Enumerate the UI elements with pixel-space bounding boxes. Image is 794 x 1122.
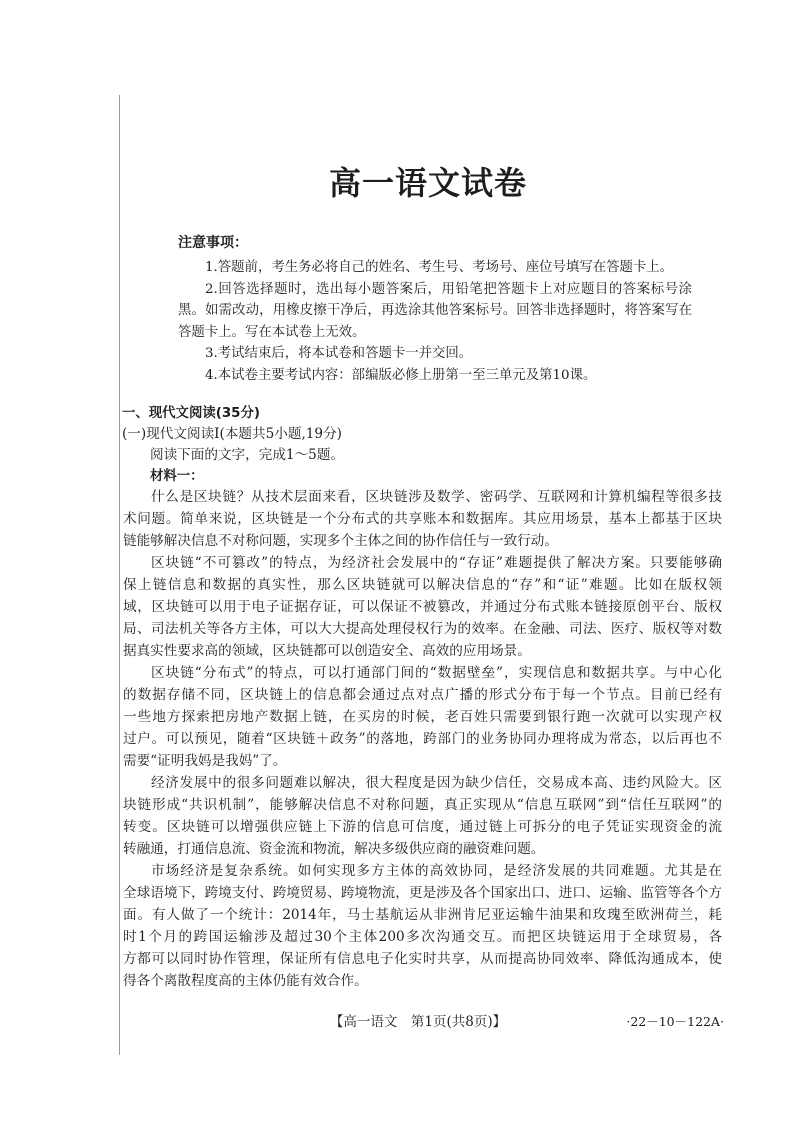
notice-item-3: 3.考试结束后，将本试卷和答题卡一并交回。 [205,346,473,361]
passage-line: 局、司法机关等各方主体，可以大大提高处理侵权行为的效率。在金融、司法、医疗、版权等对数 [123,621,722,637]
passage-line: 区块链“不可篡改”的特点，为经济社会发展中的“存证”难题提供了解决方案。只要能够确 [151,555,722,571]
passage-line: 过户。可以预见，随着“区块链＋政务”的落地，跨部门的业务协同办理将成为常态，以后再也不 [123,731,722,747]
passage-line: 时1个月的跨国运输涉及超过30个主体200多次沟通交互。而把区块链运用于全球贸易，各 [123,929,722,945]
passage-line: 域，区块链可以用于电子证据存证，可以保证不被篡改，并通过分布式账本链接原创平台、版权 [123,599,722,615]
passage-paragraph [123,662,722,772]
section-instruction: 阅读下面的文字，完成1～5题。 [150,447,345,463]
passage-line: 转融通，打通信息流、资金流和物流，解决多级供应商的融资难问题。 [123,841,545,857]
exam-title: 高一语文试卷 [328,164,527,202]
binding-margin-line [119,95,120,1055]
passage-paragraph [123,552,722,662]
notice-item-2-line: 黑。如需改动，用橡皮擦干净后，再选涂其他答案标号。回答非选择题时，将答案写在 [178,303,692,318]
notice-heading: 注意事项： [178,235,248,251]
section-heading: 一、现代文阅读(35分) [122,406,260,421]
passage-line: 区块链“分布式”的特点，可以打通部门间的“数据壁垒”，实现信息和数据共享。与中心化 [151,665,722,681]
passage-line: 转变。区块链可以增强供应链上下游的信息可信度，通过链上可拆分的电子凭证实现资金的流 [123,819,722,835]
notice-list [178,257,692,386]
reading-passage [123,486,722,992]
passage-line: 经济发展中的很多问题难以解决，很大程度是因为缺少信任，交易成本高、违约风险大。区 [151,775,722,791]
passage-line: 得各个离散程度高的主体仍能有效合作。 [123,973,368,989]
passage-line: 全球语境下，跨境支付、跨境贸易、跨境物流，更是涉及各个国家出口、进口、运输、监管等各个方 [123,885,722,901]
passage-line: 术问题。简单来说，区块链是一个分布式的共享账本和数据库。其应用场景，基本上都基于区块 [123,511,722,527]
passage-line: 市场经济是复杂系统。如何实现多方主体的高效协同，是经济发展的共同难题。尤其是在 [151,863,722,879]
exam-code: ·22－10－122A· [626,1014,724,1029]
passage-line: 据真实性要求高的领域，区块链都可以创造安全、高效的应用场景。 [123,643,531,659]
passage-line: 方都可以同时协作管理，保证所有信息电子化实时共享，从而提高协同效率、降低沟通成本，使 [123,951,722,967]
passage-line: 面。有人做了一个统计：2014年，马士基航运从非洲肯尼亚运输牛油果和玫瑰至欧洲荷兰，耗 [123,907,722,923]
section-subheading: (一)现代文阅读Ⅰ(本题共5小题,19分) [122,426,342,442]
passage-line: 的数据存储不同，区块链上的信息都会通过点对点广播的形式分布于每一个节点。目前已经有 [123,687,722,703]
notice-item-4: 4.本试卷主要考试内容：部编版必修上册第一至三单元及第10课。 [205,367,597,383]
passage-line: 保上链信息和数据的真实性，那么区块链就可以解决信息的“存”和“证”难题。比如在版权领 [123,577,722,593]
material-label: 材料一： [150,469,204,484]
notice-item-2: 2.回答选择题时，选出每小题答案后，用铅笔把答题卡上对应题目的答案标号涂 [205,281,692,297]
page-footer-label: 【高一语文 第1页(共8页)】 [329,1014,507,1030]
notice-item-1: 1.答题前，考生务必将自己的姓名、考生号、考场号、座位号填写在答题卡上。 [205,260,674,275]
notice-item-2-line: 答题卡上。写在本试卷上无效。 [178,324,366,340]
passage-paragraph [123,772,722,860]
passage-line: 一些地方探索把房地产数据上链，在买房的时候，老百姓只需要到银行跑一次就可以实现产权 [123,709,722,725]
passage-line: 链能够解决信息不对称问题，实现多个主体之间的协作信任与一致行动。 [123,533,558,549]
passage-line: 需要“证明我妈是我妈”了。 [123,753,287,769]
passage-line: 什么是区块链？从技术层面来看，区块链涉及数学、密码学、互联网和计算机编程等很多技 [151,489,722,505]
reading-section [122,403,722,487]
passage-paragraph [123,860,722,992]
passage-line: 块链形成“共识机制”，能够解决信息不对称问题，真正实现从“信息互联网”到“信任互联网”的 [123,797,722,813]
passage-paragraph [123,486,722,552]
